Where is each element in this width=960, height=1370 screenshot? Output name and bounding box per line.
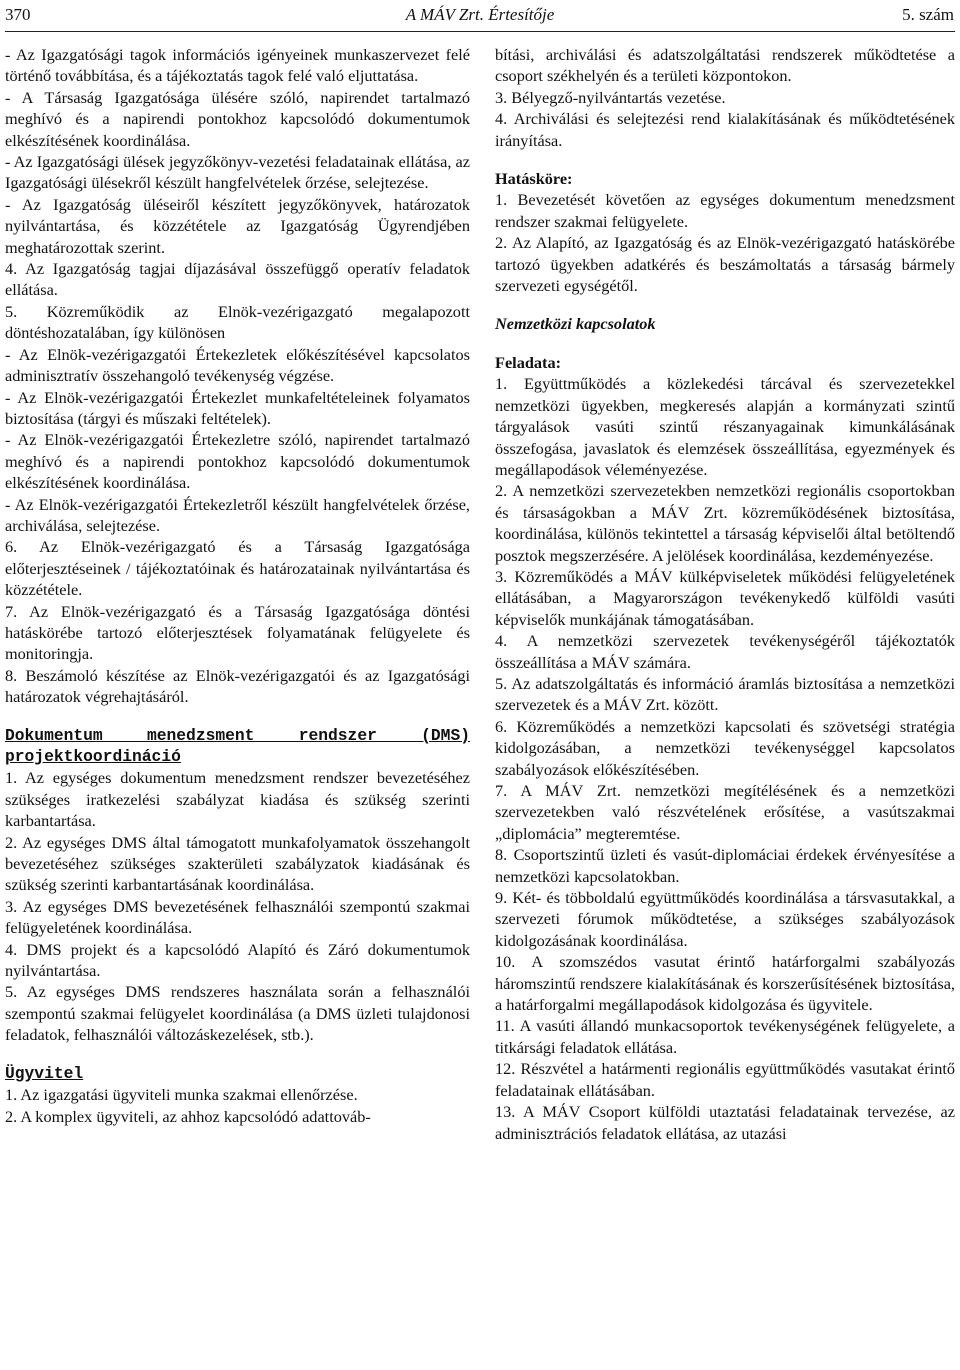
- list-item: 6. Közreműködés a nemzetközi kapcsolati és szövetségi stratégia kidolgozásában, a nemzetközi tevékenységgel kapcsolatos szabályozások előkészítésében.: [495, 716, 955, 779]
- list-item: 7. A MÁV Zrt. nemzetközi megítélésének és a nemzetközi szervezetekben való részvételének erősítése, a vasútszakmai „diplomácia” megteremtése.: [495, 781, 955, 843]
- header-rule: [5, 31, 955, 32]
- ugyvitel-section-heading: Ügyvitel: [5, 1063, 84, 1083]
- hataskore-heading: Hatásköre:: [495, 169, 573, 189]
- list-item: 1. Együttműködés a közlekedési tárcával és szervezetekkel nemzetközi ügyekben, megkeresés alapján a kormányzati szintű tárgyalások vasúti szintű részanyagainak kimunkálásának összefogása, javaslatok és elemzések összeállítása, egyezmények és megállapodások véleményezése.: [495, 374, 955, 479]
- spacer: [495, 151, 955, 168]
- paragraph: - Az Elnök-vezérigazgatói Értekezletek előkészítésével kapcsolatos adminisztratív összehangoló tevékenység végzése.: [5, 344, 470, 386]
- spacer: [5, 1046, 470, 1063]
- list-item: 1. Bevezetését követően az egységes dokumentum menedzsment rendszer szakmai felügyelete.: [495, 190, 955, 231]
- paragraph: bítási, archiválási és adatszolgáltatási rendszerek működtetése a csoport székhelyén és a területi központokon.: [495, 45, 955, 86]
- paragraph: - Az Elnök-vezérigazgatói Értekezletre szóló, napirendet tartalmazó meghívó és a napirendi pontokhoz kapcsolódó dokumentumok elkészítésének koordinálása.: [5, 430, 470, 493]
- right-column: [495, 44, 955, 1144]
- list-item: 2. Az Alapító, az Igazgatóság és az Elnök-vezérigazgató hatáskörébe tartozó ügyekben adatkérés és beszámoltatás a társaság bármely szervezeti egységétől.: [495, 233, 955, 296]
- spacer: [495, 335, 955, 352]
- list-item: 4. A nemzetközi szervezetek tevékenységéről tájékoztatók összeállítása a MÁV számára.: [495, 631, 955, 672]
- journal-title: A MÁV Zrt. Értesítője: [405, 5, 555, 24]
- paragraph: 8. Beszámoló készítése az Elnök-vezérigazgatói és az Igazgatósági határozatok végrehajtásáról.: [5, 665, 470, 707]
- list-item: 11. A vasúti állandó munkacsoportok tevékenységének felügyelete, a titkársági feladatok ellátása.: [495, 1016, 955, 1057]
- paragraph: 4. Az Igazgatóság tagjai díjazásával összefüggő operatív feladatok ellátása.: [5, 259, 470, 300]
- list-item: 12. Részvétel a határmenti regionális együttműködés vasutakat érintő feladatainak ellátásában.: [495, 1059, 955, 1100]
- list-item: 2. Az egységes DMS által támogatott munkafolyamatok összehangolt bevezetéséhez szükséges szakterületi szabályzatok kiadásának és szükség szerinti karbantartásának koordinálása.: [5, 832, 470, 895]
- page-number: 370: [5, 5, 31, 24]
- issue-number: 5. szám: [902, 5, 954, 24]
- section-title: Nemzetközi kapcsolatok: [495, 314, 656, 334]
- paragraph: 6. Az Elnök-vezérigazgató és a Társaság Igazgatósága előterjesztéseinek / tájékoztatóinak és határozatainak nyilvántartása és közzététele.: [5, 537, 470, 600]
- feladata-heading: Feladata:: [495, 352, 562, 372]
- left-column: [5, 44, 470, 1127]
- list-item: 8. Csoportszintű üzleti és vasút-diplomáciai érdekek érvényesítése a nemzetközi kapcsolatokban.: [495, 845, 955, 886]
- list-item: 3. Az egységes DMS bevezetésének felhasználói szempontú szakmai felügyeletének koordinálása.: [5, 896, 470, 938]
- paragraph: - Az Igazgatóság üléseiről készített jegyzőkönyvek, határozatok nyilvántartása, és közzététele az Igazgatóság Ügyrendjében meghatározottak szerint.: [5, 194, 470, 257]
- list-item: 5. Az egységes DMS rendszeres használata során a felhasználói szempontú szakmai felügyelet koordinálása (a DMS üzleti tulajdonosi feladatok, felhasználói változáskezelések, stb.).: [5, 982, 470, 1045]
- list-item: 5. Az adatszolgáltatás és információ áramlás biztosítása a nemzetközi szervezetek és a MÁV Zrt. között.: [495, 673, 955, 715]
- list-item: 1. Az egységes dokumentum menedzsment rendszer bevezetéséhez szükséges iratkezelési szabályzat kiadása és szükség szerinti karbantartása.: [5, 768, 470, 831]
- paragraph: - Az Elnök-vezérigazgatói Értekezletről készült hangfelvételek őrzése, archiválása, selejtezése.: [5, 494, 470, 535]
- list-item: 2. A nemzetközi szervezetekben nemzetközi regionális csoportokban és társaságokban a MÁV Zrt. közreműködésének biztosítása, koordinálása, különös tekintettel a társaság képviselői által betöltendő posztok megszerzésére. A jelölések koordinálása, kezdeményezése.: [495, 481, 955, 565]
- paragraph: - Az Elnök-vezérigazgatói Értekezlet munkafeltételeinek folyamatos biztosítása (tárgyi és műszaki feltételek).: [5, 387, 470, 428]
- list-item: 10. A szomszédos vasutat érintő határforgalmi szabályozás háromszintű rendszere kialakításának és korszerűsítésének biztosítása, a határforgalmi megállapodások kidolgozása és ügyvitele.: [495, 952, 955, 1015]
- spacer: [495, 296, 955, 313]
- paragraph: - A Társaság Igazgatósága ülésére szóló, napirendet tartalmazó meghívó és a napirendi pontokhoz kapcsolódó dokumentumok elkészítésének koordinálása.: [5, 87, 470, 150]
- list-item: 1. Az igazgatási ügyviteli munka szakmai ellenőrzése.: [5, 1085, 358, 1105]
- list-item: 2. A komplex ügyviteli, az ahhoz kapcsolódó adattováb-: [5, 1106, 371, 1126]
- paragraph: 7. Az Elnök-vezérigazgató és a Társaság Igazgatósága döntési hatáskörébe tartozó előterjesztések folyamatának felügyelete és monitoringja.: [5, 601, 470, 664]
- paragraph: - Az Igazgatósági tagok információs igényeinek munkaszervezet felé történő továbbítása, és a tájékoztatás tagok felé való eljuttatása.: [5, 45, 470, 86]
- list-item: 3. Közreműködés a MÁV külképviseletek működési felügyeletének ellátásában, a Magyarországon tevékenykedő külföldi vasúti képviselők munkájának támogatásában.: [495, 566, 955, 629]
- list-item: 4. DMS projekt és a kapcsolódó Alapító és Záró dokumentumok nyilvántartása.: [5, 939, 470, 981]
- list-item: 13. A MÁV Csoport külföldi utaztatási feladatainak tervezése, az adminisztrációs feladatok ellátása, az utazási: [495, 1102, 955, 1143]
- paragraph: 5. Közreműködik az Elnök-vezérigazgató megalapozott döntéshozatalában, így különösen: [5, 301, 470, 343]
- paragraph: 3. Bélyegző-nyilvántartás vezetése.: [495, 87, 726, 107]
- dms-section-heading: Dokumentum menedzsment rendszer (DMS) projektkoordináció: [5, 725, 470, 766]
- paragraph: - Az Igazgatósági ülések jegyzőkönyv-vezetési feladatainak ellátása, az Igazgatósági ülésekről készült hangfelvételek őrzése, selejtezése.: [5, 152, 470, 193]
- spacer: [5, 708, 470, 725]
- paragraph: 4. Archiválási és selejtezési rend kialakításának és működtetésének irányítása.: [495, 109, 955, 150]
- page-header: [0, 0, 960, 34]
- list-item: 9. Két- és többoldalú együttműködés koordinálása a társvasutakkal, a szervezeti fórumok működtetése, a szükséges szabályozások kidolgozásának koordinálása.: [495, 888, 955, 950]
